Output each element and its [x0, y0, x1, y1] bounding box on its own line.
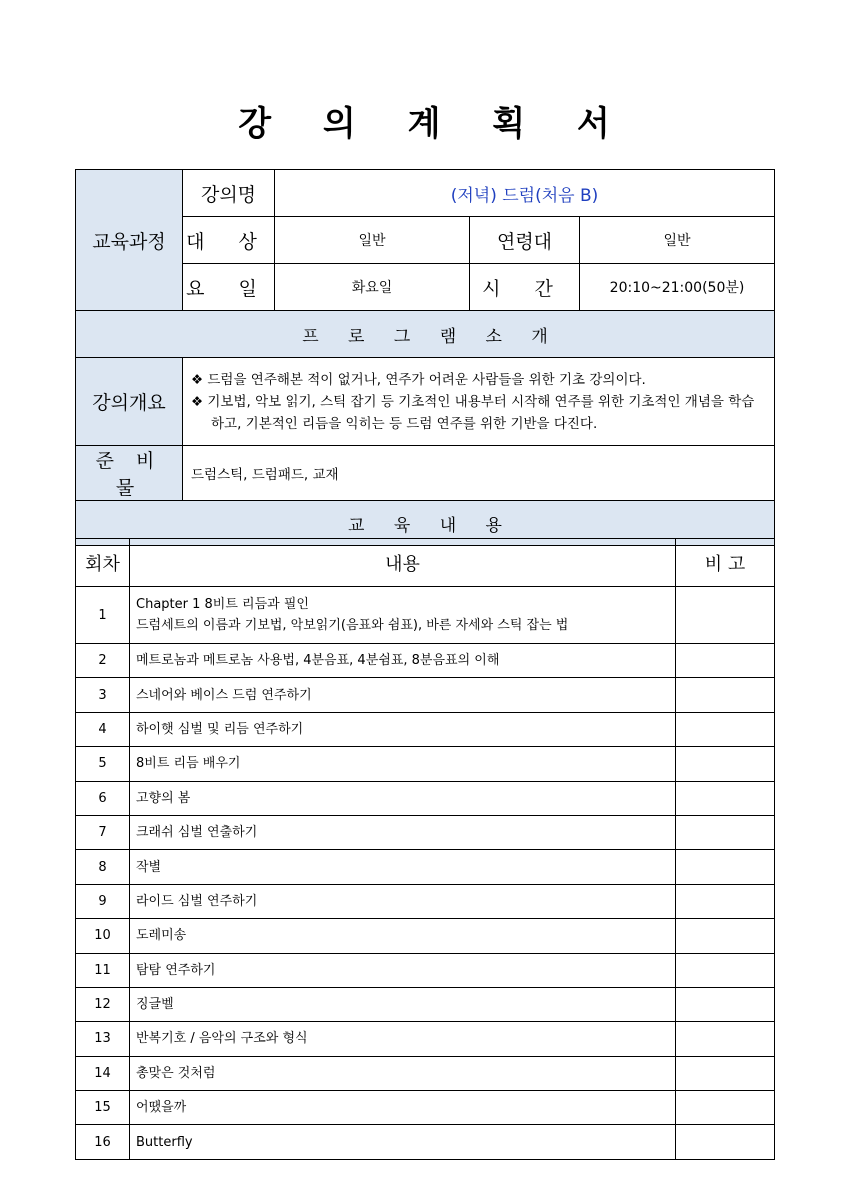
session-number: 7 — [76, 815, 130, 849]
curriculum-table — [75, 538, 775, 1160]
session-note — [676, 987, 775, 1021]
table-row — [76, 815, 775, 849]
session-number: 13 — [76, 1022, 130, 1056]
table-row — [76, 1125, 775, 1159]
session-number: 16 — [76, 1125, 130, 1159]
col-content-header: 내용 — [130, 539, 676, 587]
col-session-header: 회차 — [76, 539, 130, 587]
session-content — [130, 919, 676, 953]
session-note — [676, 747, 775, 781]
target-value: 일반 — [275, 217, 470, 264]
session-content — [130, 678, 676, 712]
materials-label: 준 비 물 — [76, 446, 183, 501]
session-content — [130, 1091, 676, 1125]
table-row — [76, 678, 775, 712]
table-row — [76, 747, 775, 781]
session-content — [130, 644, 676, 678]
session-content-line: 크래쉬 심벌 연출하기 — [136, 825, 258, 841]
session-content — [130, 781, 676, 815]
table-row — [76, 1056, 775, 1090]
overview-item: ❖ 드럼을 연주해본 적이 없거나, 연주가 어려운 사람들을 위한 기초 강의이다. — [191, 371, 646, 388]
session-number: 10 — [76, 919, 130, 953]
session-number: 6 — [76, 781, 130, 815]
session-content-line: 고향의 봄 — [136, 790, 191, 806]
session-content-line: Butterfly — [136, 1134, 193, 1150]
session-content — [130, 850, 676, 884]
overview-content — [183, 358, 775, 446]
session-content-line: 메트로놈과 메트로놈 사용법, 4분음표, 4분쉼표, 8분음표의 이해 — [136, 653, 500, 669]
session-content-line: 탐탐 연주하기 — [136, 962, 216, 978]
session-number: 14 — [76, 1056, 130, 1090]
program-section-title: 프 로 그 램 소 개 — [76, 311, 775, 358]
age-value: 일반 — [580, 217, 775, 264]
session-note — [676, 919, 775, 953]
session-number: 11 — [76, 953, 130, 987]
session-note — [676, 644, 775, 678]
overview-label: 강의개요 — [76, 358, 183, 446]
table-row — [76, 850, 775, 884]
session-content-line: 하이햇 심벌 및 리듬 연주하기 — [136, 721, 304, 737]
session-content-line: 도레미송 — [136, 928, 187, 944]
session-note — [676, 884, 775, 918]
table-row — [76, 953, 775, 987]
session-note — [676, 850, 775, 884]
course-group-label: 교육과정 — [76, 170, 183, 311]
session-content — [130, 1125, 676, 1159]
materials-value: 드럼스틱, 드럼패드, 교재 — [183, 446, 775, 501]
session-note — [676, 1056, 775, 1090]
session-note — [676, 678, 775, 712]
time-value: 20:10~21:00(50분) — [580, 264, 775, 311]
session-number: 8 — [76, 850, 130, 884]
table-row — [76, 884, 775, 918]
table-row — [76, 1022, 775, 1056]
session-content-line: 라이드 심벌 연주하기 — [136, 893, 258, 909]
day-label: 요 일 — [183, 264, 275, 311]
session-number: 4 — [76, 712, 130, 746]
session-content-line: 어땠을까 — [136, 1100, 187, 1116]
time-label: 시 간 — [470, 264, 580, 311]
target-label: 대 상 — [183, 217, 275, 264]
col-note-header: 비 고 — [676, 539, 775, 587]
session-note — [676, 953, 775, 987]
session-note — [676, 587, 775, 644]
session-number: 12 — [76, 987, 130, 1021]
session-note — [676, 712, 775, 746]
session-content — [130, 987, 676, 1021]
session-content — [130, 815, 676, 849]
session-note — [676, 1022, 775, 1056]
session-number: 5 — [76, 747, 130, 781]
day-value: 화요일 — [275, 264, 470, 311]
session-note — [676, 815, 775, 849]
course-name-value: (저녁) 드럼(처음 B) — [275, 170, 775, 217]
session-note — [676, 781, 775, 815]
session-content — [130, 712, 676, 746]
session-content — [130, 747, 676, 781]
session-content — [130, 884, 676, 918]
session-content-line: 총맞은 것처럼 — [136, 1065, 216, 1081]
course-info-table — [75, 169, 775, 546]
session-content-line: 드럼세트의 이름과 기보법, 악보읽기(음표와 쉼표), 바른 자세와 스틱 잡는 법 — [136, 618, 569, 633]
table-row — [76, 781, 775, 815]
table-row — [76, 987, 775, 1021]
session-number: 1 — [76, 587, 130, 644]
session-number: 3 — [76, 678, 130, 712]
table-row — [76, 712, 775, 746]
course-name-label: 강의명 — [183, 170, 275, 217]
session-note — [676, 1125, 775, 1159]
table-row — [76, 644, 775, 678]
session-content-line: 스네어와 베이스 드럼 연주하기 — [136, 687, 312, 703]
session-note — [676, 1091, 775, 1125]
session-content — [130, 587, 676, 644]
session-number: 9 — [76, 884, 130, 918]
overview-item: ❖ 기보법, 악보 읽기, 스틱 잡기 등 기초적인 내용부터 시작해 연주를 위한 기초적인 개념을 학습하고, 기본적인 리듬을 익히는 등 드럼 연주를 위한 기반을 다진다. — [191, 393, 755, 432]
session-content-line: 작별 — [136, 859, 162, 875]
session-number: 2 — [76, 644, 130, 678]
session-content-line: Chapter 1 8비트 리듬과 필인 — [136, 597, 309, 612]
session-content-line: 징글벨 — [136, 997, 174, 1013]
table-row — [76, 587, 775, 644]
session-content-line: 반복기호 / 음악의 구조와 형식 — [136, 1031, 308, 1047]
table-row — [76, 1091, 775, 1125]
age-label: 연령대 — [470, 217, 580, 264]
session-content — [130, 1022, 676, 1056]
document-title: 강 의 계 획 서 — [238, 104, 630, 144]
session-number: 15 — [76, 1091, 130, 1125]
table-row — [76, 919, 775, 953]
session-content — [130, 953, 676, 987]
curriculum-section-title: 교 육 내 용 — [76, 501, 775, 546]
session-content-line: 8비트 리듬 배우기 — [136, 756, 241, 772]
session-content — [130, 1056, 676, 1090]
